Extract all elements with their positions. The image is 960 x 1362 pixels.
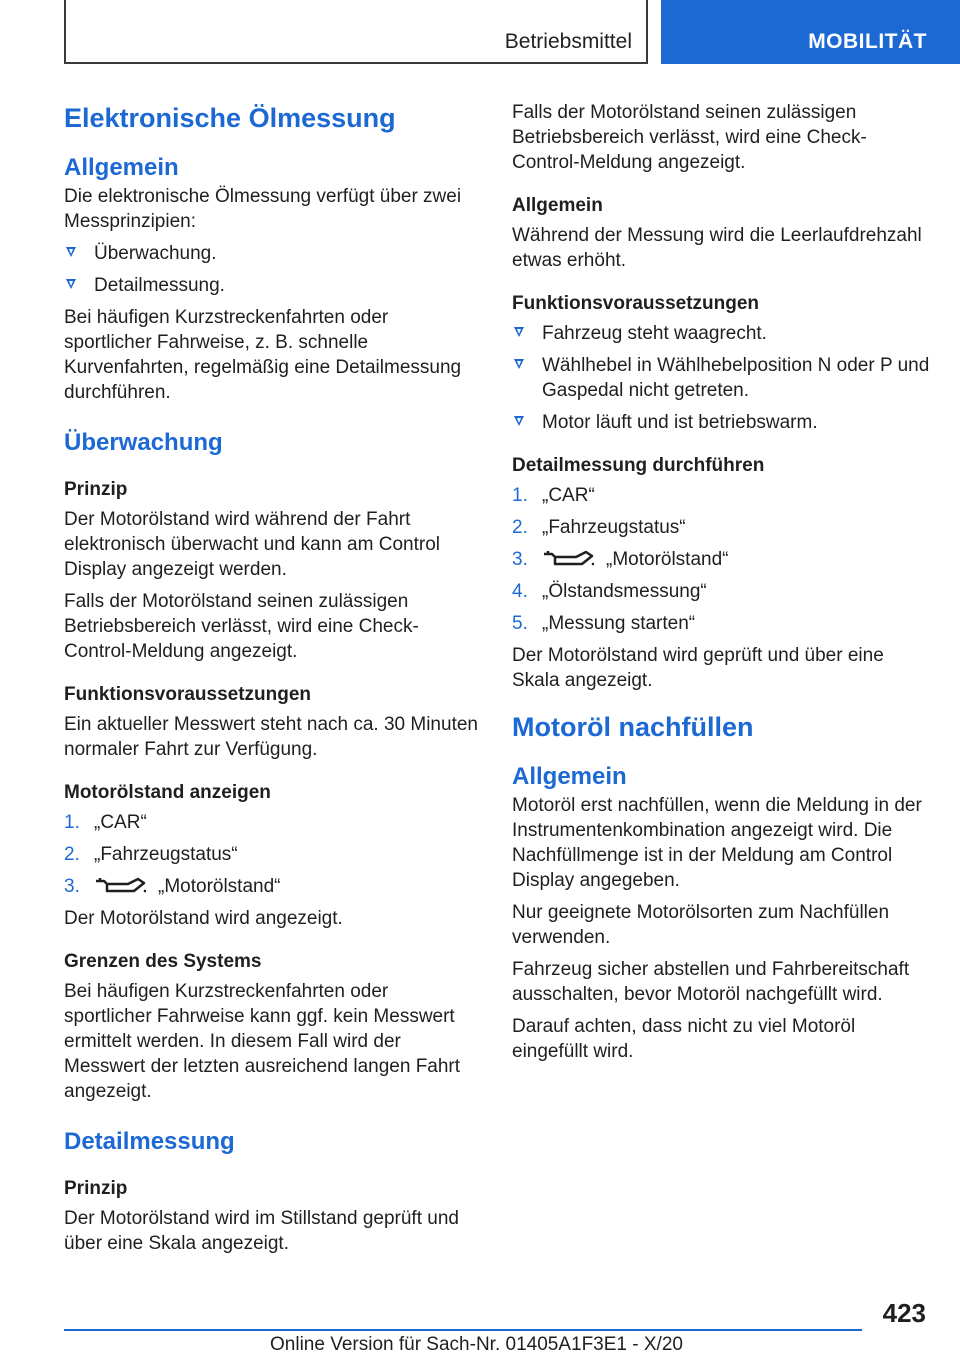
list-item: 1. „CAR“ <box>512 485 595 506</box>
funktion-text: Ein aktueller Messwert steht nach ca. 30 Minuten normaler Fahrt zur Verfügung. <box>64 714 478 760</box>
allgemein-text: Die elektronische Ölmessung verfügt über zwei Messprinzipien: <box>64 186 462 232</box>
durchfuehren-result: Der Motorölstand wird geprüft und über eine Skala angezeigt. <box>512 645 884 691</box>
list-item: Wählhebel in Wählhebelposition N oder P und Gaspedal nicht getreten. <box>512 353 930 403</box>
triangle-bullet-icon <box>66 279 76 289</box>
right-column <box>512 100 930 1071</box>
footer-text: Online Version für Sach-Nr. 01405A1F3E1 - X/20 <box>270 1334 683 1355</box>
allgemein-note: Bei häufigen Kurzstreckenfahrten oder sportlicher Fahrweise, z. B. schnelle Kurvenfahrten, regelmäßig eine Detailmessung durchführen. <box>64 307 462 403</box>
list-item: 5. „Messung starten“ <box>512 613 696 634</box>
conditions-list <box>512 321 930 435</box>
list-item: 1. „CAR“ <box>64 812 147 833</box>
grenzen-text: Bei häufigen Kurzstreckenfahrten oder sportlicher Fahrweise kann ggf. kein Messwert ermittelt werden. In diesem Fall wird der Messwert der letzten ausreichend langen Fahrt angezeigt. <box>64 981 461 1102</box>
header-chapter-tab <box>661 0 960 64</box>
durchfuehren-steps <box>512 483 930 636</box>
nachfuellen-text-3: Fahrzeug sicher abstellen und Fahrbereitschaft ausschalten, bevor Motoröl nachgefüllt wird. <box>512 959 910 1005</box>
triangle-bullet-icon <box>66 247 76 257</box>
prinzip-text-2: Falls der Motorölstand seinen zulässigen Betriebsbereich verlässt, wird eine Check-Control-Meldung angezeigt. <box>64 591 419 662</box>
header-section-label: Betriebsmittel <box>504 30 632 53</box>
nachfuellen-text-1: Motoröl erst nachfüllen, wenn die Meldung in der Instrumentenkombination angezeigt wird. Die Nachfüllmenge ist in der Meldung am Control Display angegeben. <box>512 795 922 891</box>
list-item: 3. „Motorölstand“ <box>512 549 729 570</box>
anzeigen-result: Der Motorölstand wird angezeigt. <box>64 908 343 929</box>
triangle-bullet-icon <box>514 416 524 426</box>
heading-motoroel-nachfuellen: Motoröl nachfüllen <box>512 712 754 742</box>
heading-motoroelstand-anzeigen: Motorölstand anzeigen <box>64 782 271 803</box>
heading-detail-prinzip: Prinzip <box>64 1178 128 1199</box>
page-title: Elektronische Ölmessung <box>64 103 396 133</box>
list-item: Überwachung. <box>64 241 478 266</box>
left-column <box>64 100 478 1263</box>
anzeigen-steps <box>64 810 478 899</box>
heading-allgemein-right: Allgemein <box>512 195 603 216</box>
heading-grenzen: Grenzen des Systems <box>64 951 262 972</box>
detail-prinzip-text: Der Motorölstand wird im Stillstand geprüft und über eine Skala angezeigt. <box>64 1208 459 1254</box>
oil-can-icon <box>542 549 594 567</box>
list-item: Fahrzeug steht waagrecht. <box>512 321 930 346</box>
list-item: Motor läuft und ist betriebswarm. <box>512 410 930 435</box>
heading-ueberwachung: Überwachung <box>64 429 223 456</box>
heading-prinzip: Prinzip <box>64 479 128 500</box>
list-item: 2. „Fahrzeugstatus“ <box>512 517 686 538</box>
heading-funktionsvoraussetzungen-right: Funktionsvoraussetzungen <box>512 293 760 314</box>
nachfuellen-text-2: Nur geeignete Motorölsorten zum Nachfüllen verwenden. <box>512 902 890 948</box>
principle-list <box>64 241 478 298</box>
heading-detailmessung: Detailmessung <box>64 1128 235 1155</box>
list-item: 2. „Fahrzeugstatus“ <box>64 844 238 865</box>
prinzip-text-1: Der Motorölstand wird während der Fahrt elektronisch überwacht und kann am Control Display angezeigt werden. <box>64 509 440 580</box>
heading-detailmessung-durchfuehren: Detailmessung durchführen <box>512 455 765 476</box>
triangle-bullet-icon <box>514 359 524 369</box>
nachfuellen-text-4: Darauf achten, dass nicht zu viel Motoröl eingefüllt wird. <box>512 1016 856 1062</box>
header-chapter-label: MOBILITÄT <box>808 30 927 53</box>
page-number: 423 <box>882 1298 926 1328</box>
heading-nachfuellen-allgemein: Allgemein <box>512 763 627 790</box>
list-item: 3. „Motorölstand“ <box>64 876 281 897</box>
heading-funktionsvoraussetzungen: Funktionsvoraussetzungen <box>64 684 312 705</box>
footer-divider <box>64 1329 862 1331</box>
heading-allgemein: Allgemein <box>64 154 179 181</box>
triangle-bullet-icon <box>514 327 524 337</box>
oil-can-icon <box>94 876 146 894</box>
right-intro: Falls der Motorölstand seinen zulässigen Betriebsbereich verlässt, wird eine Check-Control-Meldung angezeigt. <box>512 102 867 173</box>
list-item: 4. „Ölstandsmessung“ <box>512 581 707 602</box>
allgemein-right-text: Während der Messung wird die Leerlaufdrehzahl etwas erhöht. <box>512 225 922 271</box>
list-item: Detailmessung. <box>64 273 478 298</box>
header-section-tab <box>64 0 648 64</box>
